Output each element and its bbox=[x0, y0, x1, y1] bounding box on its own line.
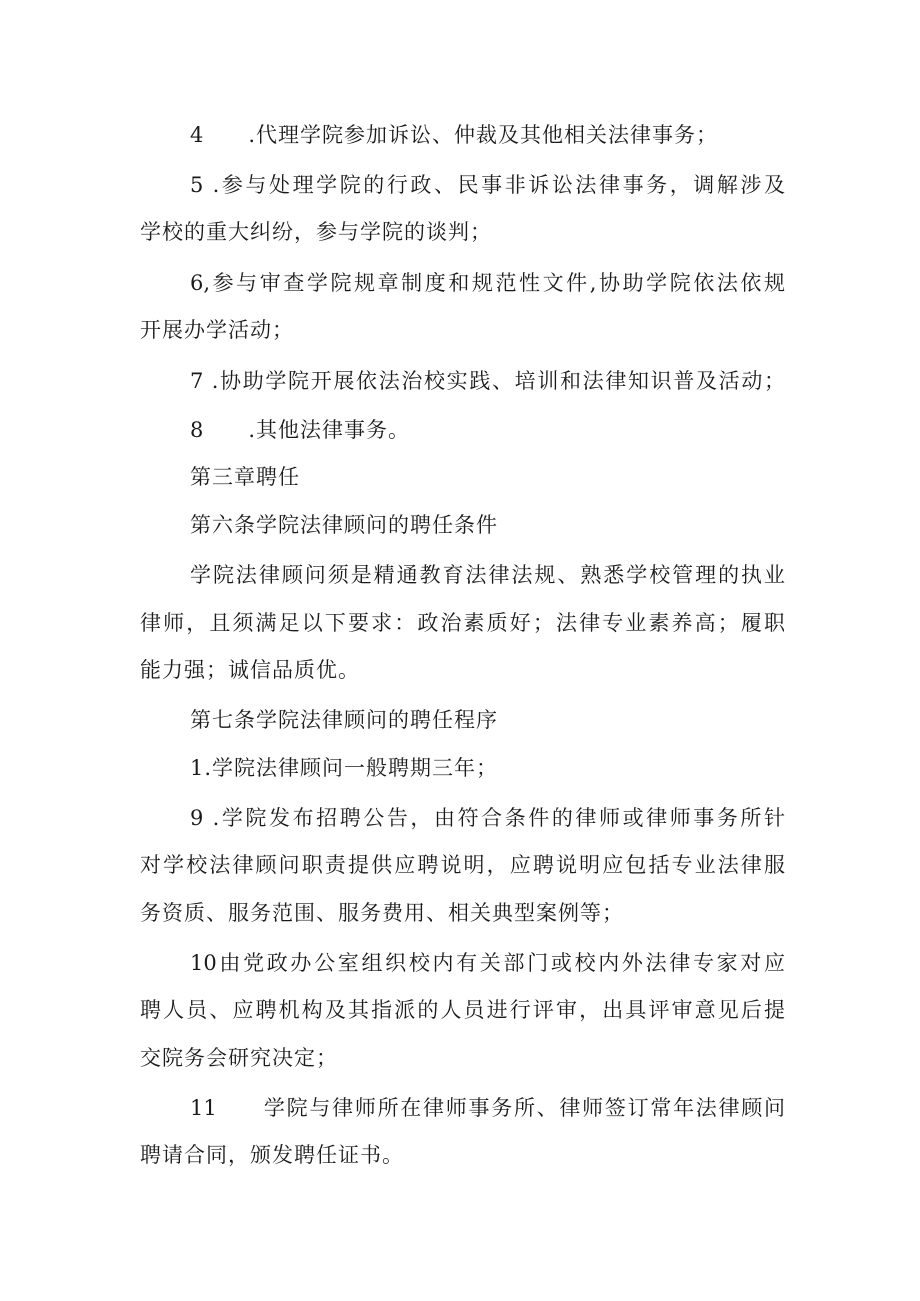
list-item-11-cont: 聘请合同，颁发聘任证书。 bbox=[140, 1143, 404, 1167]
list-item-9: 9 .学院发布招聘公告，由符合条件的律师或律师事务所针 bbox=[190, 806, 785, 830]
list-item-10-cont: 交院务会研究决定； bbox=[140, 1046, 338, 1070]
list-item-10: 10由党政办公室组织校内有关部门或校内外法律专家对应 bbox=[190, 951, 785, 975]
list-item-7: 7 .协助学院开展依法治校实践、培训和法律知识普及活动； bbox=[190, 369, 785, 393]
list-item-11: 11 学院与律师所在律师事务所、律师签订常年法律顾问 bbox=[190, 1096, 785, 1120]
paragraph-line: 律师，且须满足以下要求：政治素质好；法律专业素养高；履职 bbox=[140, 611, 785, 635]
list-item-6: 6,参与审查学院规章制度和规范性文件,协助学院依法依规 bbox=[190, 271, 785, 295]
list-item-5-cont: 学校的重大纠纷，参与学院的谈判； bbox=[140, 220, 492, 244]
article-7-heading: 第七条学院法律顾问的聘任程序 bbox=[190, 708, 498, 732]
list-item-8: 8 .其他法律事务。 bbox=[190, 418, 411, 442]
list-item-10-cont: 聘人员、应聘机构及其指派的人员进行评审，出具评审意见后提 bbox=[140, 998, 785, 1022]
paragraph-line: 能力强；诚信品质优。 bbox=[140, 658, 360, 682]
list-item-5: 5 .参与处理学院的行政、民事非诉讼法律事务，调解涉及 bbox=[190, 173, 785, 197]
list-item-4: 4 .代理学院参加诉讼、仲裁及其他相关法律事务； bbox=[190, 123, 719, 147]
list-item-9-cont: 对学校法律顾问职责提供应聘说明，应聘说明应包括专业法律服 bbox=[140, 853, 785, 877]
list-item-1: 1.学院法律顾问一般聘期三年； bbox=[190, 756, 499, 780]
chapter-heading: 第三章聘任 bbox=[190, 465, 300, 489]
article-6-heading: 第六条学院法律顾问的聘任条件 bbox=[190, 513, 498, 537]
list-item-9-cont: 务资质、服务范围、服务费用、相关典型案例等； bbox=[140, 901, 624, 925]
paragraph-line: 学院法律顾问须是精通教育法律法规、熟悉学校管理的执业 bbox=[190, 563, 785, 587]
list-item-6-cont: 开展办学活动； bbox=[140, 318, 294, 342]
